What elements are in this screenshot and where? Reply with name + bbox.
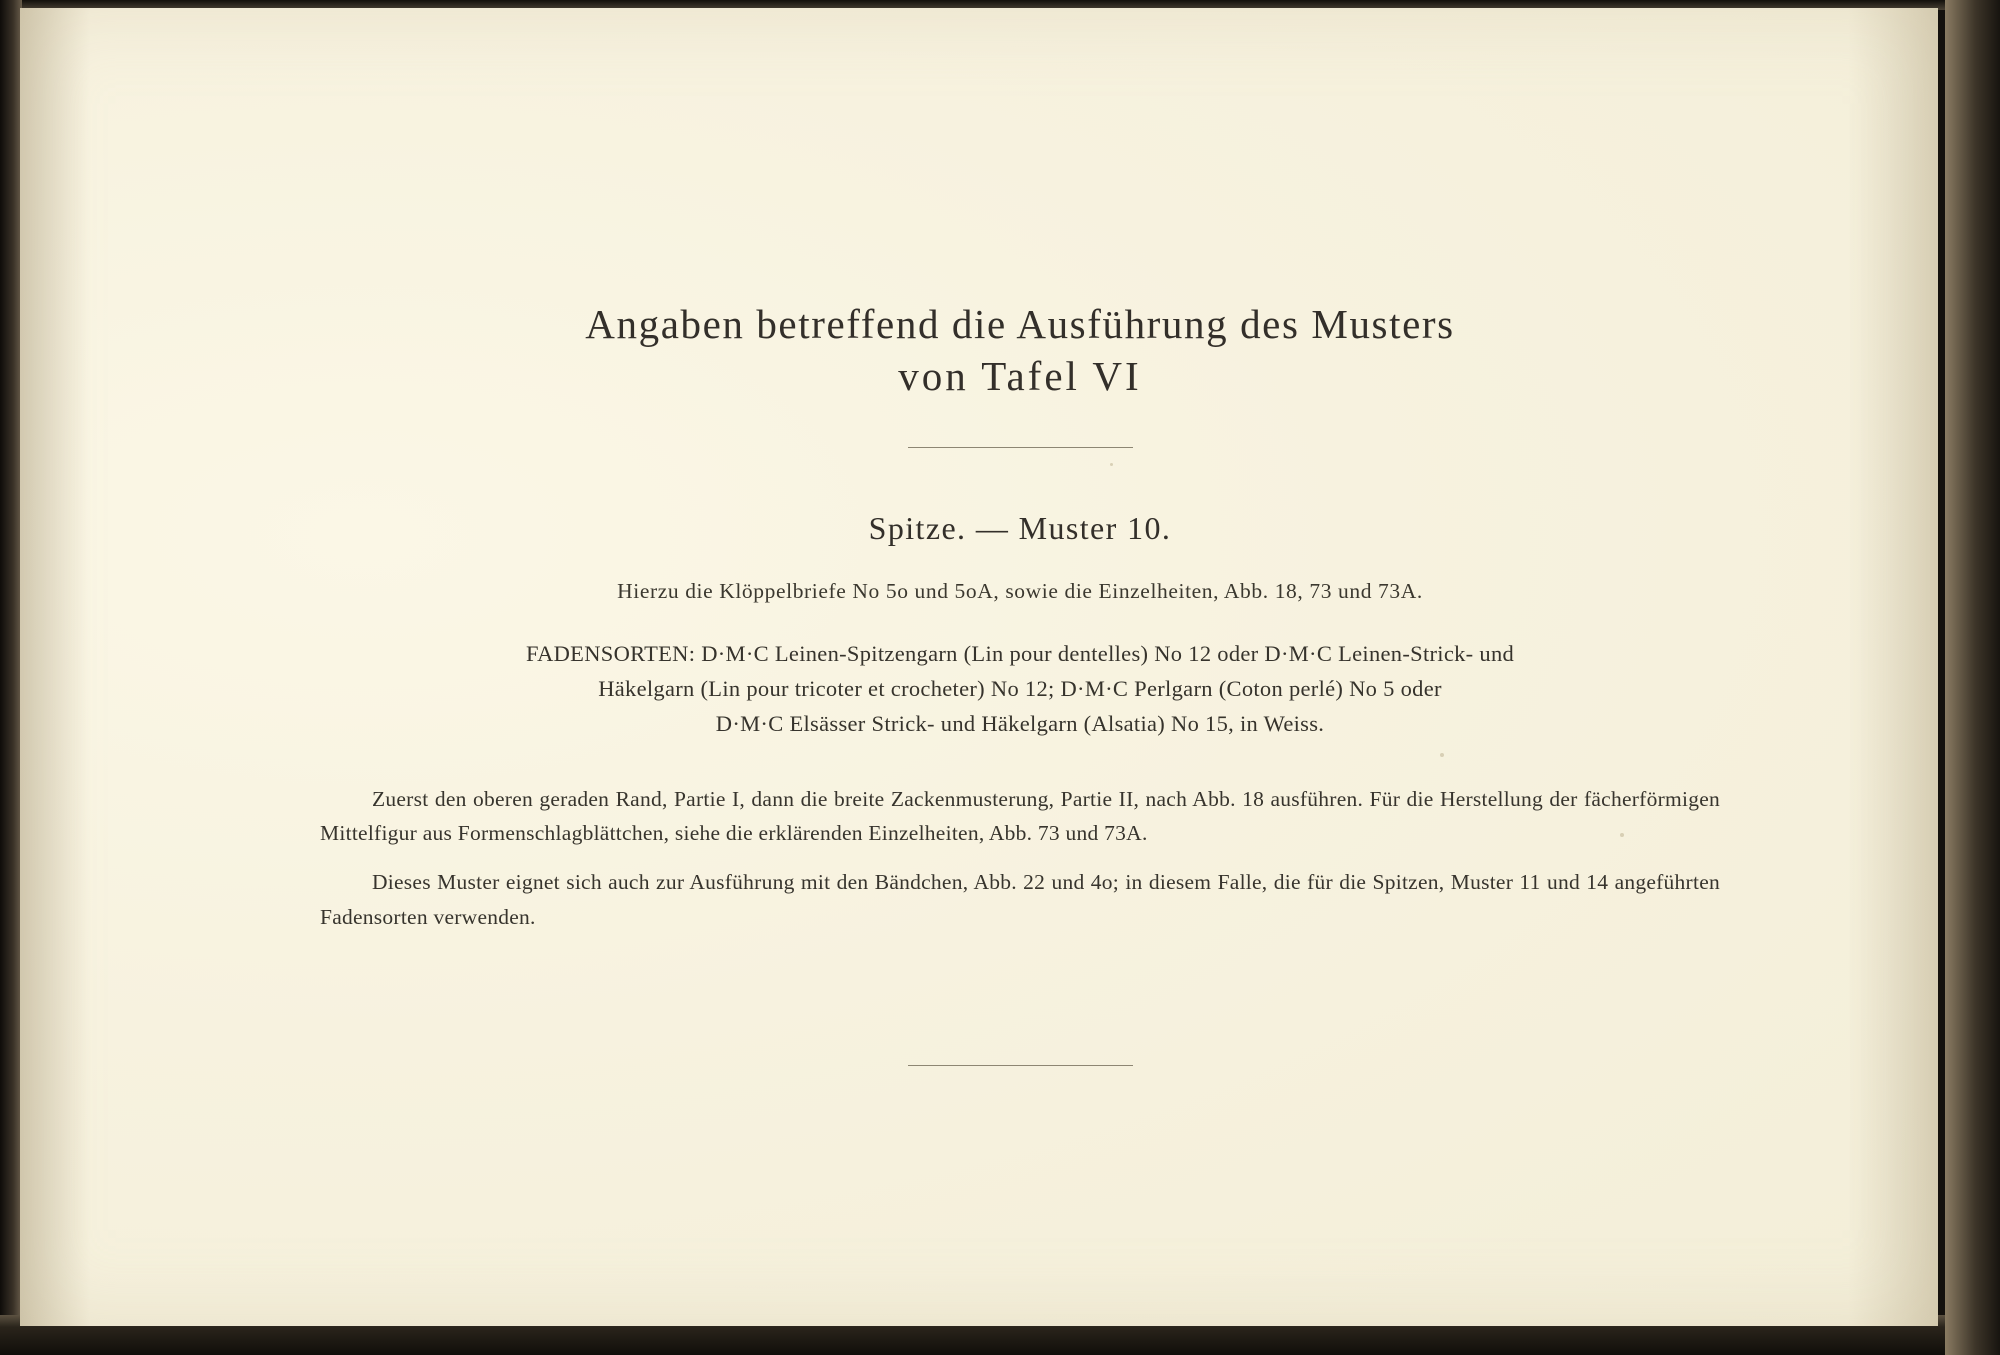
section-subtitle: Spitze. — Muster 10. — [868, 509, 1172, 546]
body-paragraph-2: Dieses Muster eignet sich auch zur Ausführung mit den Bändchen, Abb. 22 und 4o; in diesem Falle, die für die Spitzen, Muster 11 und 14 angeführten Fadensorten verwenden. — [320, 870, 1720, 930]
body-paragraph-1: Zuerst den oberen geraden Rand, Partie I, dann die breite Zackenmusterung, Partie II, nach Abb. 18 ausführen. Für die Herstellung der fächerförmigen Mittelfigur aus Formenschlagblättchen, siehe die erklärenden Einzelheiten, Abb. 73 und 73A. — [320, 786, 1720, 846]
page-title-line-2: von Tafel VI — [898, 353, 1142, 400]
reference-line: Hierzu die Klöppelbriefe No 5o und 5oA, sowie die Einzelheiten, Abb. 18, 73 und 73A. — [617, 578, 1423, 603]
divider-bottom — [908, 1065, 1133, 1066]
page-content — [320, 8, 1720, 1326]
divider-top — [908, 447, 1133, 448]
thread-types-line-2: Häkelgarn (Lin pour tricoter et crocheter) No 12; D·M·C Perlgarn (Coton perlé) No 5 oder — [598, 675, 1442, 701]
page-title-line-1: Angaben betreffend die Ausführung des Musters — [585, 301, 1455, 347]
thread-types-line-3: D·M·C Elsässer Strick- und Häkelgarn (Alsatia) No 15, in Weiss. — [715, 710, 1325, 736]
book-edge-left — [0, 0, 22, 1355]
book-edge-right — [1945, 0, 2000, 1355]
thread-types-line-1: FADENSORTEN: D·M·C Leinen-Spitzengarn (Lin pour dentelles) No 12 oder D·M·C Leinen-Strick- und — [525, 640, 1515, 666]
thread-types-block — [320, 637, 1720, 742]
document-page — [20, 8, 1938, 1326]
page-title — [320, 8, 1720, 403]
